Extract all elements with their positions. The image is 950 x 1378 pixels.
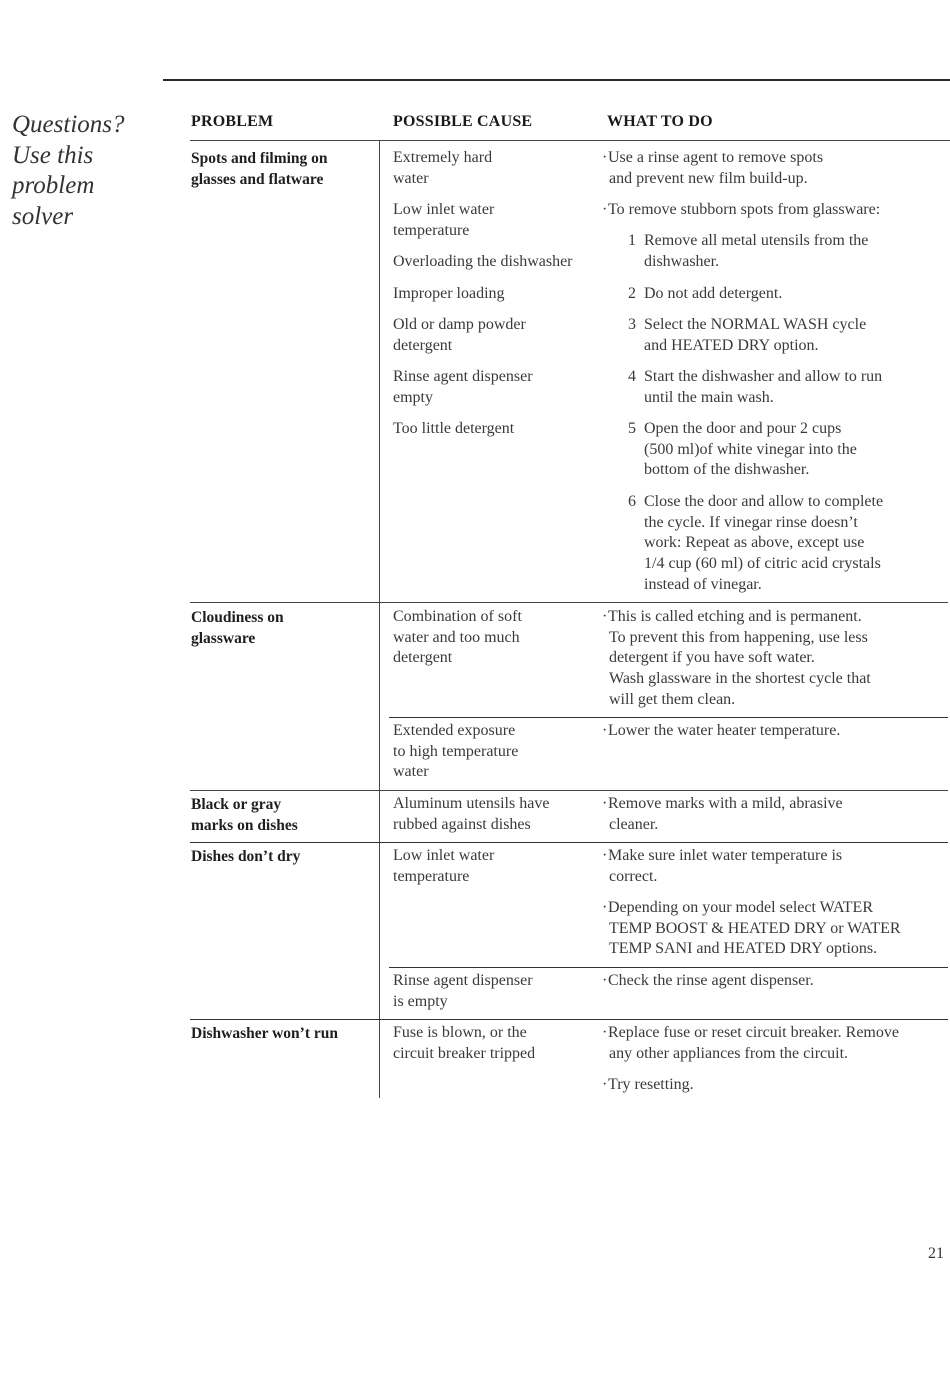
header-problem: PROBLEM <box>191 113 274 130</box>
bullet: · <box>602 899 608 916</box>
problem-wont-run: Dishwasher won’t run <box>191 1025 338 1042</box>
todo-check-inlet: ·Make sure inlet water temperature is correct. <box>602 847 843 885</box>
bullet: · <box>602 972 608 989</box>
step-3: 3 Select the NORMAL WASH cycle and HEATED DRY option. <box>628 316 867 354</box>
header-cause: POSSIBLE CAUSE <box>393 113 533 130</box>
cause-aluminum: Aluminum utensils have rubbed against dishes <box>393 795 550 833</box>
cause-overloading: Overloading the dishwasher <box>393 253 573 270</box>
bullet: · <box>602 149 608 166</box>
subsection-divider <box>389 717 948 718</box>
todo-replace-fuse: ·Replace fuse or reset circuit breaker. Remove any other appliances from the circuit. <box>602 1024 899 1062</box>
subsection-divider <box>389 967 948 968</box>
bullet: · <box>602 795 608 812</box>
todo-stubborn-spots: ·To remove stubborn spots from glassware: <box>602 200 947 221</box>
todo-remove-marks: ·Remove marks with a mild, abrasive cleaner. <box>602 795 843 833</box>
todo-lower-heater: ·Lower the water heater temperature. <box>602 721 947 742</box>
cause-rinse-empty-dry: Rinse agent dispenser is empty <box>393 972 533 1010</box>
bullet: · <box>602 201 608 218</box>
cause-rinse-empty: Rinse agent dispenser empty <box>393 368 533 406</box>
cause-hard-water: Extremely hard water <box>393 149 493 187</box>
step-1: 1 Remove all metal utensils from the dishwasher. <box>628 232 869 270</box>
side-title-line: Use this <box>12 141 94 169</box>
todo-rinse-agent: ·Use a rinse agent to remove spots and prevent new film build-up. <box>602 149 824 187</box>
todo-try-resetting: ·Try resetting. <box>602 1075 947 1096</box>
step-4: 4 Start the dishwasher and allow to run until the main wash. <box>628 368 883 406</box>
step-2: 2 Do not add detergent. <box>628 285 783 302</box>
side-title-line: Questions? <box>12 111 125 138</box>
problem-cloudiness: Cloudiness on glassware <box>191 609 284 647</box>
cause-too-little-detergent: Too little detergent <box>393 420 515 437</box>
bullet: · <box>602 608 608 625</box>
header-rule <box>190 140 950 141</box>
section-divider <box>190 790 948 791</box>
header-todo: WHAT TO DO <box>607 113 713 130</box>
bullet: · <box>602 1024 608 1041</box>
cause-improper-loading: Improper loading <box>393 285 505 302</box>
cause-low-inlet-temp-dry: Low inlet water temperature <box>393 847 495 885</box>
cause-low-inlet-temp: Low inlet water temperature <box>393 201 495 239</box>
side-title <box>12 110 152 232</box>
bullet: · <box>602 847 608 864</box>
step-5: 5 Open the door and pour 2 cups (500 ml)of white vinegar into the bottom of the dishwasher. <box>628 420 857 479</box>
problem-dry: Dishes don’t dry <box>191 848 301 865</box>
side-title-line: problem <box>12 172 95 199</box>
column-divider <box>379 141 380 1098</box>
cause-old-detergent: Old or damp powder detergent <box>393 316 526 354</box>
cause-high-temp-water: Extended exposure to high temperature water <box>393 722 519 781</box>
todo-check-rinse: ·Check the rinse agent dispenser. <box>602 971 947 992</box>
section-divider <box>190 1019 948 1020</box>
bullet: · <box>602 1076 608 1093</box>
bullet: · <box>602 722 608 739</box>
problem-marks: Black or gray marks on dishes <box>191 796 298 834</box>
problem-spots: Spots and filming on glasses and flatware <box>191 150 328 188</box>
cause-fuse: Fuse is blown, or the circuit breaker tripped <box>393 1024 536 1062</box>
section-divider <box>190 602 948 603</box>
todo-temp-boost: ·Depending on your model select WATER TEMP BOOST & HEATED DRY or WATER TEMP SANI and HEATED DRY options. <box>602 899 901 958</box>
cause-soft-water: Combination of soft water and too much detergent <box>393 608 522 667</box>
side-title-line: solver <box>12 202 74 230</box>
todo-etching: ·This is called etching and is permanent. To prevent this from happening, use less detergent if you have soft water. Wash glassware in the shortest cycle that will get them clean. <box>602 608 871 708</box>
page-number: 21 <box>928 1245 944 1262</box>
top-rule <box>163 79 950 81</box>
section-divider <box>190 842 948 843</box>
step-6: 6 Close the door and allow to complete the cycle. If vinegar rinse doesn’t work: Repeat as above, except use 1/4 cup (60 ml) of citric acid crystals instead of vinegar. <box>628 493 884 593</box>
